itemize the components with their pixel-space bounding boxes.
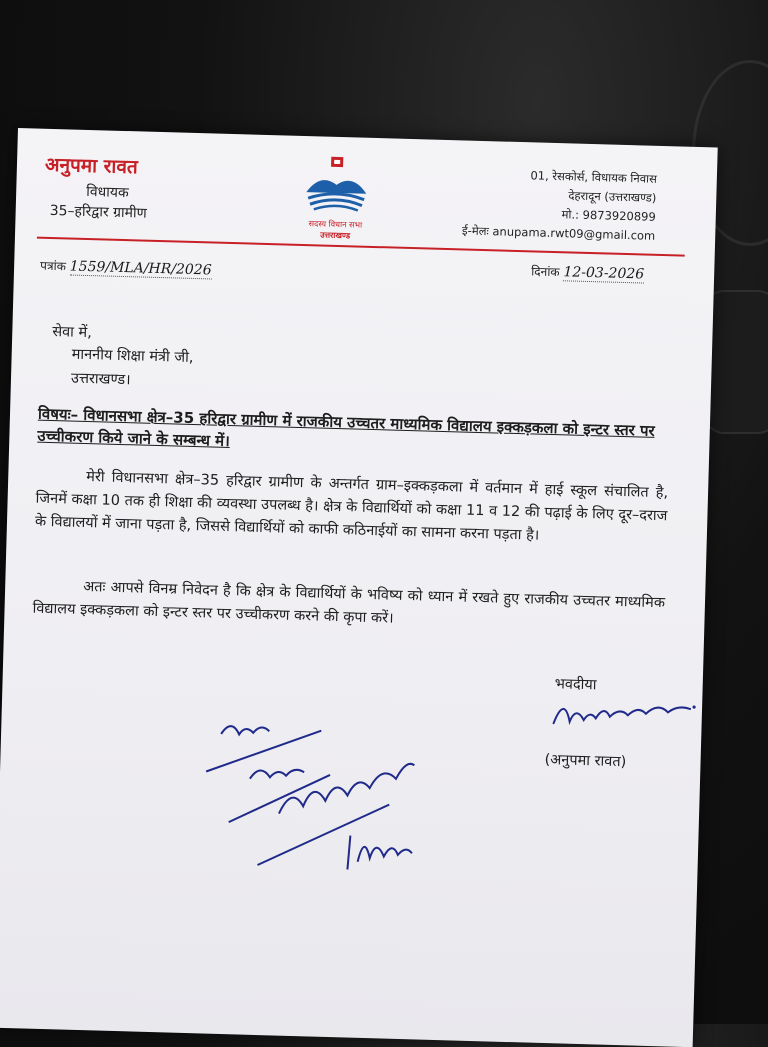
letter-page — [0, 128, 718, 1047]
emblem-caption-2: उत्तराखण्ड — [320, 230, 351, 241]
salutation: सेवा में, — [52, 324, 93, 342]
reference-value: 1559/MLA/HR/2026 — [69, 258, 212, 279]
desk-cup — [704, 290, 768, 434]
date-label: दिनांक — [530, 264, 560, 280]
assembly-emblem — [299, 154, 373, 244]
letterhead-name: अनुपमा रावत — [44, 153, 139, 179]
body-paragraph-1: मेरी विधानसभा क्षेत्र–35 हरिद्वार ग्रामीण के अन्तर्गत ग्राम–इक्कड़कला में वर्तमान में हाई स्कूल संचालित है, जिनमें कक्षा 10 तक ही शिक्षा की व्यवस्था उपलब्ध है। क्षेत्र के विद्यार्थियों को कक्षा 11 व 12 की पढ़ाई के लिए दूर–दराज के विद्यालयों में जाना पड़ता है, जिससे विद्यार्थियों को काफी कठिनाईयों का सामना करना पड़ता है। — [34, 469, 669, 544]
body-paragraph-2: अतः आपसे विनम्र निवेदन है कि क्षेत्र के विद्यार्थियों के भविष्य को ध्यान में रखते हुए राजकीय उच्चतर माध्यमिक विद्यालय इक्कड़कला को इन्टर स्तर पर उच्चीकरण करने की कृपा करें। — [32, 579, 666, 627]
signature — [549, 691, 700, 735]
phone-number: मो.: 9873920899 — [561, 207, 656, 224]
address-line-1: 01, रेसकोर्स, विधायक निवास — [530, 168, 658, 186]
emblem-icon — [300, 154, 374, 216]
recipient-line-1: माननीय शिक्षा मंत्री जी, — [71, 346, 194, 366]
closing-phrase: भवदीया — [554, 676, 597, 694]
reference-number — [40, 257, 212, 279]
recipient-line-2: उत्तराखण्ड। — [70, 370, 131, 389]
date-value: 12-03-2026 — [563, 264, 645, 283]
letterhead-constituency: 35–हरिद्वार ग्रामीण — [49, 202, 147, 222]
reference-label: पत्रांक — [39, 258, 67, 274]
handwritten-notes — [196, 713, 461, 920]
address-line-2: देहरादून (उत्तराखण्ड) — [568, 188, 657, 205]
letterhead-address — [462, 164, 657, 245]
letter-date — [531, 262, 644, 282]
letterhead-designation: विधायक — [86, 183, 129, 202]
signatory-name: (अनुपमा रावत) — [544, 751, 627, 771]
email-address: ई-मेलः anupama.rwt09@gmail.com — [461, 223, 656, 243]
subject-line: विषयः– विधानसभा क्षेत्र–35 हरिद्वार ग्रामीण में राजकीय उच्चतर माध्यमिक विद्यालय इक्कड़कला को इन्टर स्तर पर उच्चीकरण किये जाने के सम्बन्ध में। — [37, 404, 655, 451]
emblem-caption-1: सदस्य विधान सभा — [308, 219, 363, 230]
